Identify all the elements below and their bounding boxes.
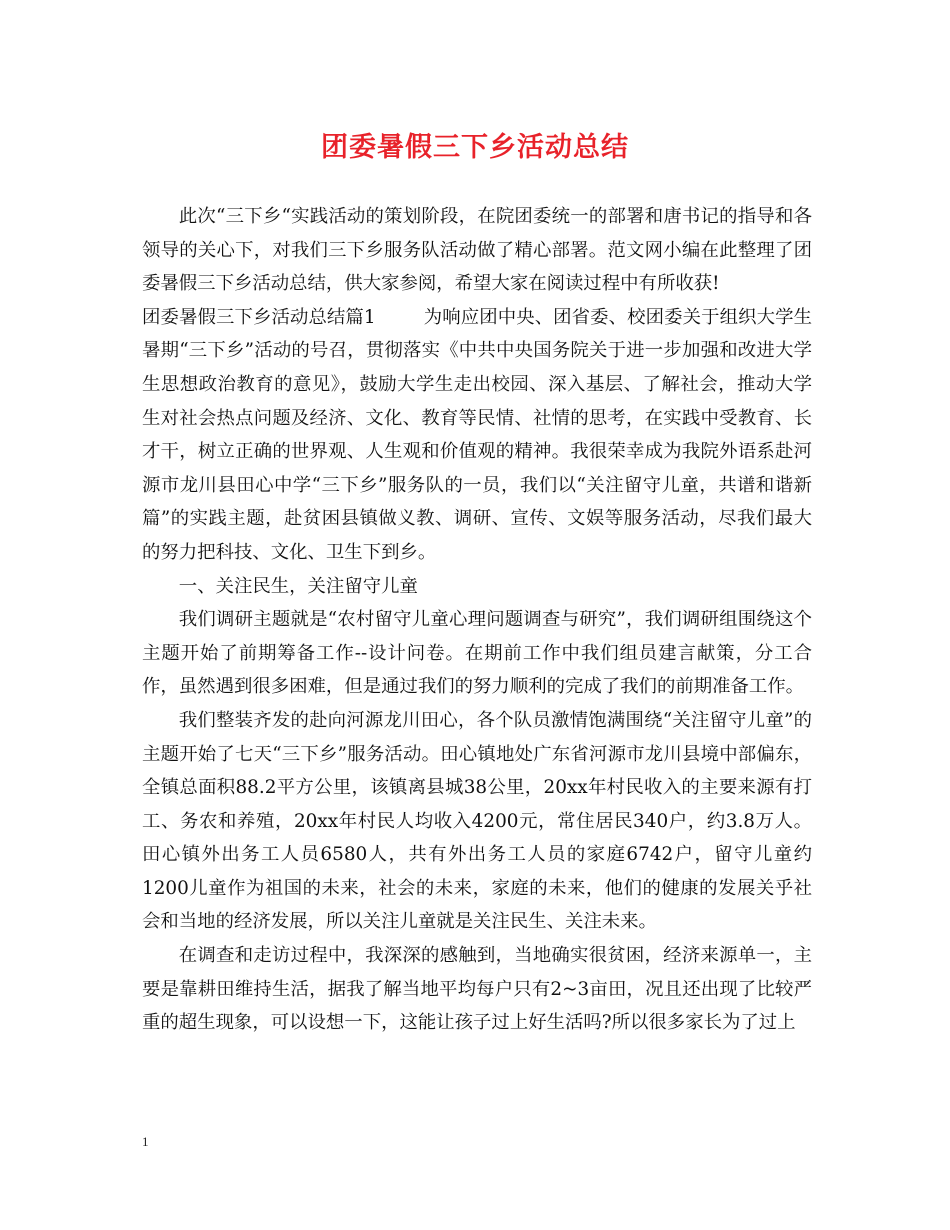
section-paragraph xyxy=(142,301,812,570)
subheading-1: 一、关注民生，关注留守儿童 xyxy=(178,575,418,597)
section-heading: 团委暑假三下乡活动总结篇1 xyxy=(142,306,376,328)
intro-paragraph: 此次“三下乡“实践活动的策划阶段，在院团委统一的部署和唐书记的指导和各领导的关心下，对我们三下乡服务队活动做了精心部署。范文网小编在此整理了团委暑假三下乡活动总结，供大家参阅，希望大家在阅读过程中有所收获! xyxy=(142,206,812,295)
page-number: 1 xyxy=(142,1134,149,1149)
town-paragraph: 我们整装齐发的赴向河源龙川田心，各个队员激情饱满围绕“关注留守儿童”的主题开始了七天“三下乡”服务活动。田心镇地处广东省河源市龙川县境中部偏东，全镇总面积88.2平方公里，该镇离县城38公里，20xx年村民收入的主要来源有打工、务农和养殖，20xx年村民人均收入4200元，常住居民340户，约3.8万人。田心镇外出务工人员6580人，共有外出务工人员的家庭6742户，留守儿童约1200儿童作为祖国的未来，社会的未来，家庭的未来，他们的健康的发展关乎社会和当地的经济发展，所以关注儿童就是关注民生、关注未来。 xyxy=(142,709,812,933)
document-body xyxy=(142,200,812,1040)
visit-paragraph: 在调查和走访过程中，我深深的感触到，当地确实很贫困，经济来源单一，主要是靠耕田维持生活，据我了解当地平均每户只有2~3亩田，况且还出现了比较严重的超生现象，可以设想一下，这能让孩子过上好生活吗?所以很多家长为了过上 xyxy=(142,945,812,1034)
document-title: 团委暑假三下乡活动总结 xyxy=(321,132,629,163)
survey-paragraph: 我们调研主题就是“农村留守儿童心理问题调查与研究”，我们调研组围绕这个主题开始了前期筹备工作--设计问卷。在期前工作中我们组员建言献策，分工合作，虽然遇到很多困难，但是通过我们的努力顺利的完成了我们的前期准备工作。 xyxy=(142,609,812,698)
section-text: 为响应团中央、团省委、校团委关于组织大学生暑期“三下乡”活动的号召，贯彻落实《中共中央国务院关于进一步加强和改进大学生思想政治教育的意见》，鼓励大学生走出校园、深入基层、了解社会，推动大学生对社会热点问题及经济、文化、教育等民情、社情的思考，在实践中受教育、长才干，树立正确的世界观、人生观和价值观的精神。我很荣幸成为我院外语系赴河源市龙川县田心中学“三下乡”服务队的一员，我们以“关注留守儿童，共谱和谐新篇”的实践主题，赴贫困县镇做义教、调研、宣传、文娱等服务活动，尽我们最大的努力把科技、文化、卫生下到乡。 xyxy=(142,306,812,563)
